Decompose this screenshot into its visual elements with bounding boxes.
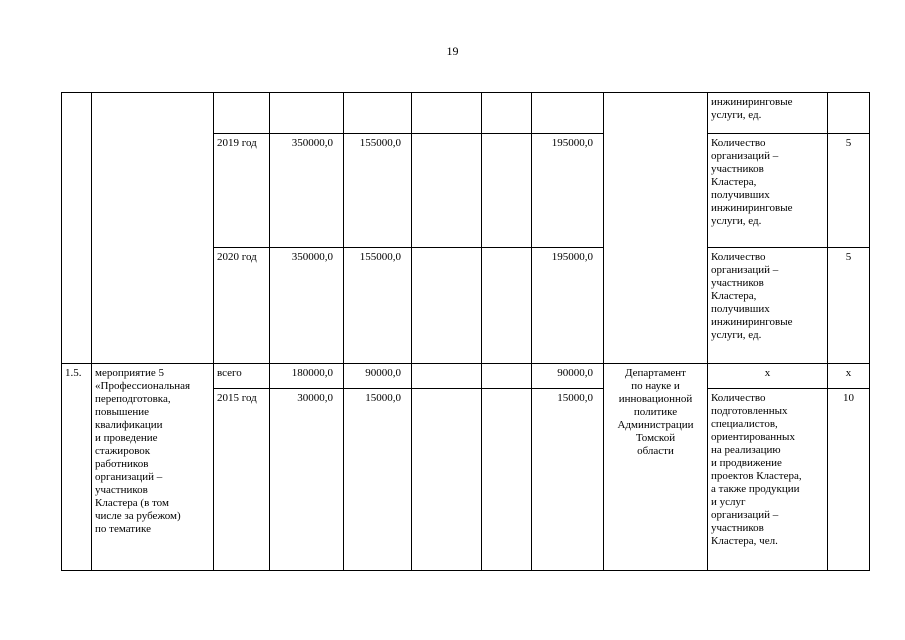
cell-indicator-value: 5: [828, 248, 870, 364]
cell-executor: Департамент по науке и инновационной политике Администрации Томской области: [604, 364, 708, 571]
cell-total: 180000,0: [270, 364, 344, 389]
cell-federal: 90000,0: [344, 364, 412, 389]
cell-event-name: мероприятие 5 «Профессиональная переподготовка, повышение квалификации и проведение стажировок работников организаций – участников Кластера (в том числе за рубежом) по тематике: [92, 364, 214, 571]
cell-year: 2015 год: [214, 389, 270, 571]
cell-total: [270, 93, 344, 134]
cell-year: всего: [214, 364, 270, 389]
cell-total: 350000,0: [270, 248, 344, 364]
cell-federal: [344, 93, 412, 134]
cell-executor: [604, 93, 708, 364]
cell-local: [482, 389, 532, 571]
cell-regional: [412, 248, 482, 364]
cell-federal: 15000,0: [344, 389, 412, 571]
cell-federal: 155000,0: [344, 248, 412, 364]
cell-number: 1.5.: [62, 364, 92, 571]
cell-indicator-value: х: [828, 364, 870, 389]
cell-event-name: [92, 93, 214, 364]
cell-indicator: Количество организаций – участников Кластера, получивших инжиниринговые услуги, ед.: [708, 134, 828, 248]
table-row: [62, 364, 870, 389]
cell-federal: 155000,0: [344, 134, 412, 248]
cell-indicator: инжиниринговые услуги, ед.: [708, 93, 828, 134]
cell-local: [482, 134, 532, 248]
cell-indicator-value: [828, 93, 870, 134]
cell-local: [482, 93, 532, 134]
cell-number: [62, 93, 92, 364]
cell-total: 350000,0: [270, 134, 344, 248]
cell-regional: [412, 364, 482, 389]
program-table: [61, 92, 870, 571]
cell-year: 2020 год: [214, 248, 270, 364]
cell-nonbudget: 195000,0: [532, 134, 604, 248]
cell-nonbudget: 90000,0: [532, 364, 604, 389]
page-number: 19: [446, 44, 459, 58]
cell-local: [482, 364, 532, 389]
cell-regional: [412, 93, 482, 134]
cell-year: [214, 93, 270, 134]
cell-indicator-value: 5: [828, 134, 870, 248]
cell-total: 30000,0: [270, 389, 344, 571]
cell-regional: [412, 134, 482, 248]
cell-nonbudget: 195000,0: [532, 248, 604, 364]
cell-year: 2019 год: [214, 134, 270, 248]
cell-indicator: Количество подготовленных специалистов, ориентированных на реализацию и продвижение проектов Кластера, а также продукции и услуг организаций – участников Кластера, чел.: [708, 389, 828, 571]
cell-regional: [412, 389, 482, 571]
cell-indicator: х: [708, 364, 828, 389]
cell-indicator: Количество организаций – участников Кластера, получивших инжиниринговые услуги, ед.: [708, 248, 828, 364]
cell-nonbudget: [532, 93, 604, 134]
cell-indicator-value: 10: [828, 389, 870, 571]
cell-local: [482, 248, 532, 364]
cell-nonbudget: 15000,0: [532, 389, 604, 571]
table-row: [62, 93, 870, 134]
